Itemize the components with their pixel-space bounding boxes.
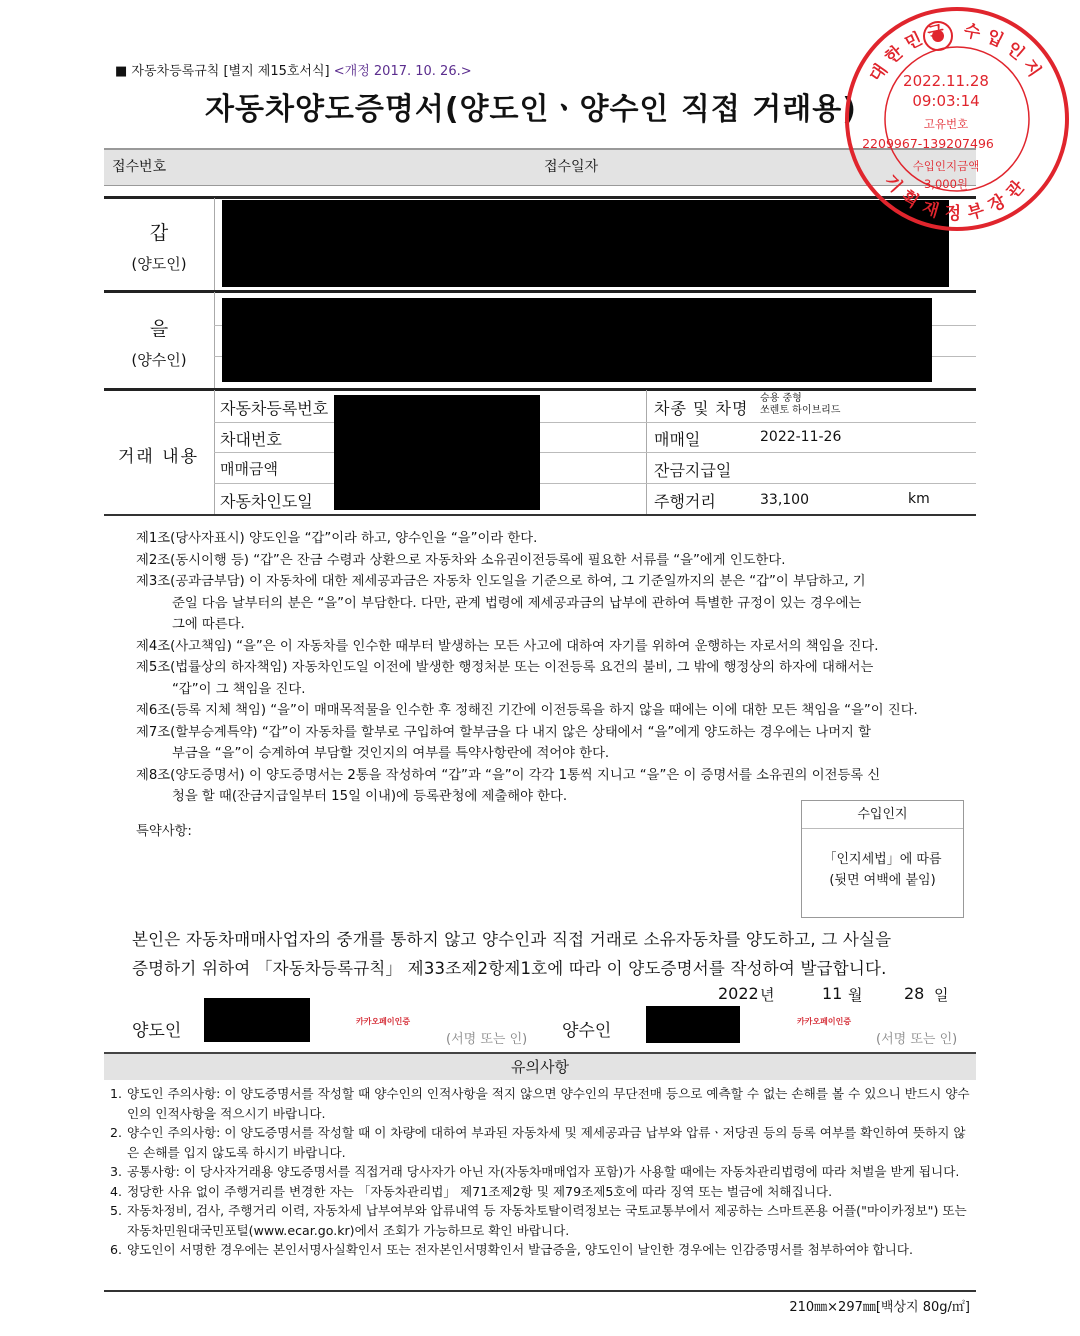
buyer-sign-note: (서명 또는 인) [876, 1032, 958, 1047]
seal-id-value: 2209967-139207496 [862, 136, 994, 151]
issue-month-unit: 월 [848, 986, 863, 1004]
issue-day-unit: 일 [934, 986, 949, 1004]
clause-2: 제2조(동시이행 등) “갑”은 잔금 수령과 상환으로 자동차와 소유권이전등록에 필요한 서류를 “을”에게 인도한다. [136, 552, 786, 568]
buyer-label [104, 314, 214, 370]
buyer-kakao-auth: 카카오페이인증 [797, 1017, 852, 1026]
receipt-date-label: 접수일자 [544, 159, 599, 175]
issue-year: 2022 [718, 984, 759, 1003]
seller-label [104, 218, 214, 274]
clause-3: 제3조(공과금부담) 이 자동차에 대한 제세공과금은 자동차 인도일을 기준으로 하여, 그 기준일까지의 분은 “갑”이 부담하고, 기 [136, 574, 866, 589]
notice-item: 2. 양수인 주의사항: 이 양도증명서를 작성할 때 이 차량에 대하여 부과된 자동차세 및 제세공과금 납부와 압류ㆍ저당권 등의 등록 여부를 확인하여 뜻하지 않은 손해를 입지 않도록 하시기 바랍니다. [110, 1125, 966, 1160]
seller-info-redacted [222, 200, 949, 287]
chassis-number-label: 차대번호 [220, 430, 282, 449]
seller-label-main: 갑 [149, 222, 169, 244]
mileage-unit: km [908, 491, 930, 507]
seal-time: 09:03:14 [912, 92, 980, 110]
buyer-info-redacted [222, 298, 932, 382]
form-code [115, 60, 472, 79]
seal-bottom-arc: 기획재정부장관 [879, 171, 1035, 225]
revenue-stamp-line-2: (뒷면 여백에 붙임) [829, 873, 936, 888]
receipt-number-label: 접수번호 [112, 159, 167, 175]
notice-item: 6. 양도인이 서명한 경우에는 본인서명사실확인서 또는 전자본인서명확인서 발급증을, 양도인이 날인한 경우에는 인감증명서를 첨부하여야 합니다. [110, 1242, 913, 1257]
clause-8-cont: 청을 할 때(잔금지급일부터 15일 이내)에 등록관청에 제출해야 한다. [172, 789, 568, 804]
form-code-text: ■ 자동차등록규칙 [별지 제15호서식] [115, 64, 330, 79]
revenue-stamp-seal [842, 4, 1072, 234]
clause-3-cont-1: 준일 다음 날부터의 분은 “을”이 부담한다. 다만, 관계 법령에 제세공과금의 납부에 관하여 특별한 규정이 있는 경우에는 [172, 595, 862, 611]
vehicle-type: 승용 중형 [760, 393, 802, 404]
sale-date-value: 2022-11-26 [760, 429, 842, 445]
seller-kakao-auth: 카카오페이인증 [356, 1017, 411, 1026]
seal-amount-label: 수입인지금액 [912, 159, 980, 173]
revenue-stamp-box [801, 800, 964, 918]
mileage-label: 주행거리 [654, 492, 716, 511]
buyer-label-main: 을 [149, 318, 169, 340]
clause-6: 제6조(등록 지체 책임) “을”이 매매목적물을 인수한 후 정해진 기간에 이전등록을 하지 않을 때에는 이에 대한 모든 책임을 “을”이 진다. [136, 703, 918, 718]
buyer-divider [214, 292, 215, 388]
issue-month: 11 [822, 984, 843, 1003]
transaction-section-label: 거래 내용 [118, 447, 200, 467]
transaction-bottom-rule [104, 514, 976, 516]
revenue-stamp-header: 수입인지 [802, 801, 963, 829]
notice-item: 1. 양도인 주의사항: 이 양도증명서를 작성할 때 양수인의 인적사항을 적지 않으면 양수인의 무단전매 등으로 예측할 수 없는 손해를 볼 수 있으니 반드시 양수인의 인적사항을 적으시기 바랍니다. [110, 1086, 970, 1121]
clause-8: 제8조(양도증명서) 이 양도증명서는 2통을 작성하여 “갑”과 “을”이 각각 1통씩 지니고 “을”은 이 증명서를 소유권의 이전등록 신 [136, 767, 881, 783]
clause-5-cont: “갑”이 그 책임을 진다. [172, 681, 306, 697]
clause-1: 제1조(당사자표시) 양도인을 “갑”이라 하고, 양수인을 “을”이라 한다. [136, 531, 538, 546]
delivery-date-label: 자동차인도일 [220, 492, 313, 511]
transaction-row-rule-2 [214, 452, 976, 453]
seller-divider [214, 198, 215, 290]
buyer-name-redacted [646, 1006, 740, 1043]
buyer-label-sub: (양수인) [131, 351, 187, 369]
notice-item: 3. 공통사항: 이 당사자거래용 양도증명서를 직접거래 당사자가 아닌 자(자동차매매업자 포함)가 사용할 때에는 자동차관리법령에 따라 처벌을 받게 됩니다. [110, 1164, 960, 1179]
statement [132, 925, 972, 983]
form-revision: <개정 2017. 10. 26.> [333, 64, 472, 79]
seller-signature-label: 양도인 [132, 1021, 182, 1041]
revenue-stamp-line-1: 「인지세법」에 따름 [823, 852, 942, 867]
transaction-row-rule-3 [214, 483, 976, 484]
clause-7-cont: 부금을 “을”이 승계하여 부담할 것인지의 여부를 특약사항란에 적어야 한다. [172, 746, 610, 761]
transaction-top-rule [104, 388, 976, 391]
vehicle-name: 쏘렌토 하이브리드 [760, 405, 841, 416]
notice-list [110, 1084, 972, 1260]
seal-top-arc: 대한민국 수입인지 [866, 20, 1048, 86]
clauses [136, 528, 971, 808]
statement-line-1: 본인은 자동차매매사업자의 중개를 통하지 않고 양수인과 직접 거래로 소유자동차를 양도하고, 그 사실을 [132, 930, 892, 949]
vehicle-model-value [760, 393, 840, 417]
mileage-value: 33,100 [760, 492, 809, 508]
sale-date-label: 매매일 [654, 430, 701, 449]
seal-amount-value: 3,000원 [923, 177, 969, 191]
notice-header: 유의사항 [104, 1052, 976, 1080]
buyer-top-rule [104, 290, 976, 293]
issue-year-unit: 년 [760, 986, 775, 1004]
buyer-signature-label: 양수인 [562, 1021, 612, 1041]
notice-item: 4. 정당한 사유 없이 주행거리를 변경한 자는 「자동차관리법」 제71조제2항 및 제79조제5호에 따라 징역 또는 벌금에 처해집니다. [110, 1183, 833, 1199]
page-title: 자동차양도증명서(양도인ㆍ양수인 직접 거래용) [205, 92, 857, 127]
notice-bottom-rule [104, 1290, 976, 1292]
seal-id-label: 고유번호 [923, 117, 969, 131]
statement-line-2: 증명하기 위하여 「자동차등록규칙」 제33조제2항제1호에 따라 이 양도증명서를 작성하여 발급합니다. [132, 959, 887, 978]
notice-item: 5. 자동차정비, 검사, 주행거리 이력, 자동차세 납부여부와 압류내역 등 자동차토탈이력정보는 국토교통부에서 제공하는 스마트폰용 어플("마이카정보") 또는 자동차민원대국민포털(www.ecar.go.kr)에서 조회가 가능하므로 확인 바랍니다. [110, 1203, 967, 1238]
seller-sign-note: (서명 또는 인) [446, 1032, 528, 1047]
seller-name-redacted [204, 998, 310, 1042]
special-terms-label: 특약사항: [136, 824, 192, 839]
balance-date-label: 잔금지급일 [654, 461, 732, 480]
clause-7: 제7조(할부승계특약) “갑”이 자동차를 할부로 구입하여 할부금을 다 내지 않은 상태에서 “을”에게 양도하는 경우에는 나머지 할 [136, 724, 871, 740]
clause-5: 제5조(법률상의 하자책임) 자동차인도일 이전에 발생한 행정처분 또는 이전등록 요건의 불비, 그 밖에 행정상의 하자에 대해서는 [136, 660, 874, 675]
reg-number-label: 자동차등록번호 [220, 399, 329, 418]
seal-date: 2022.11.28 [903, 72, 989, 90]
transaction-values-redacted [334, 395, 540, 510]
issue-day: 28 [904, 984, 925, 1003]
clause-4: 제4조(사고책임) “을”은 이 자동차를 인수한 때부터 발생하는 모든 사고에 대하여 자기를 위하여 운행하는 자로서의 책임을 진다. [136, 638, 879, 654]
transaction-row-rule-1 [214, 422, 976, 423]
clause-3-cont-2: 그에 따른다. [172, 617, 245, 632]
seller-label-sub: (양도인) [131, 255, 187, 273]
vehicle-model-label: 차종 및 차명 [654, 399, 749, 418]
paper-size: 210㎜×297㎜[백상지 80g/㎡] [789, 1300, 970, 1315]
sale-price-label: 매매금액 [220, 460, 278, 478]
